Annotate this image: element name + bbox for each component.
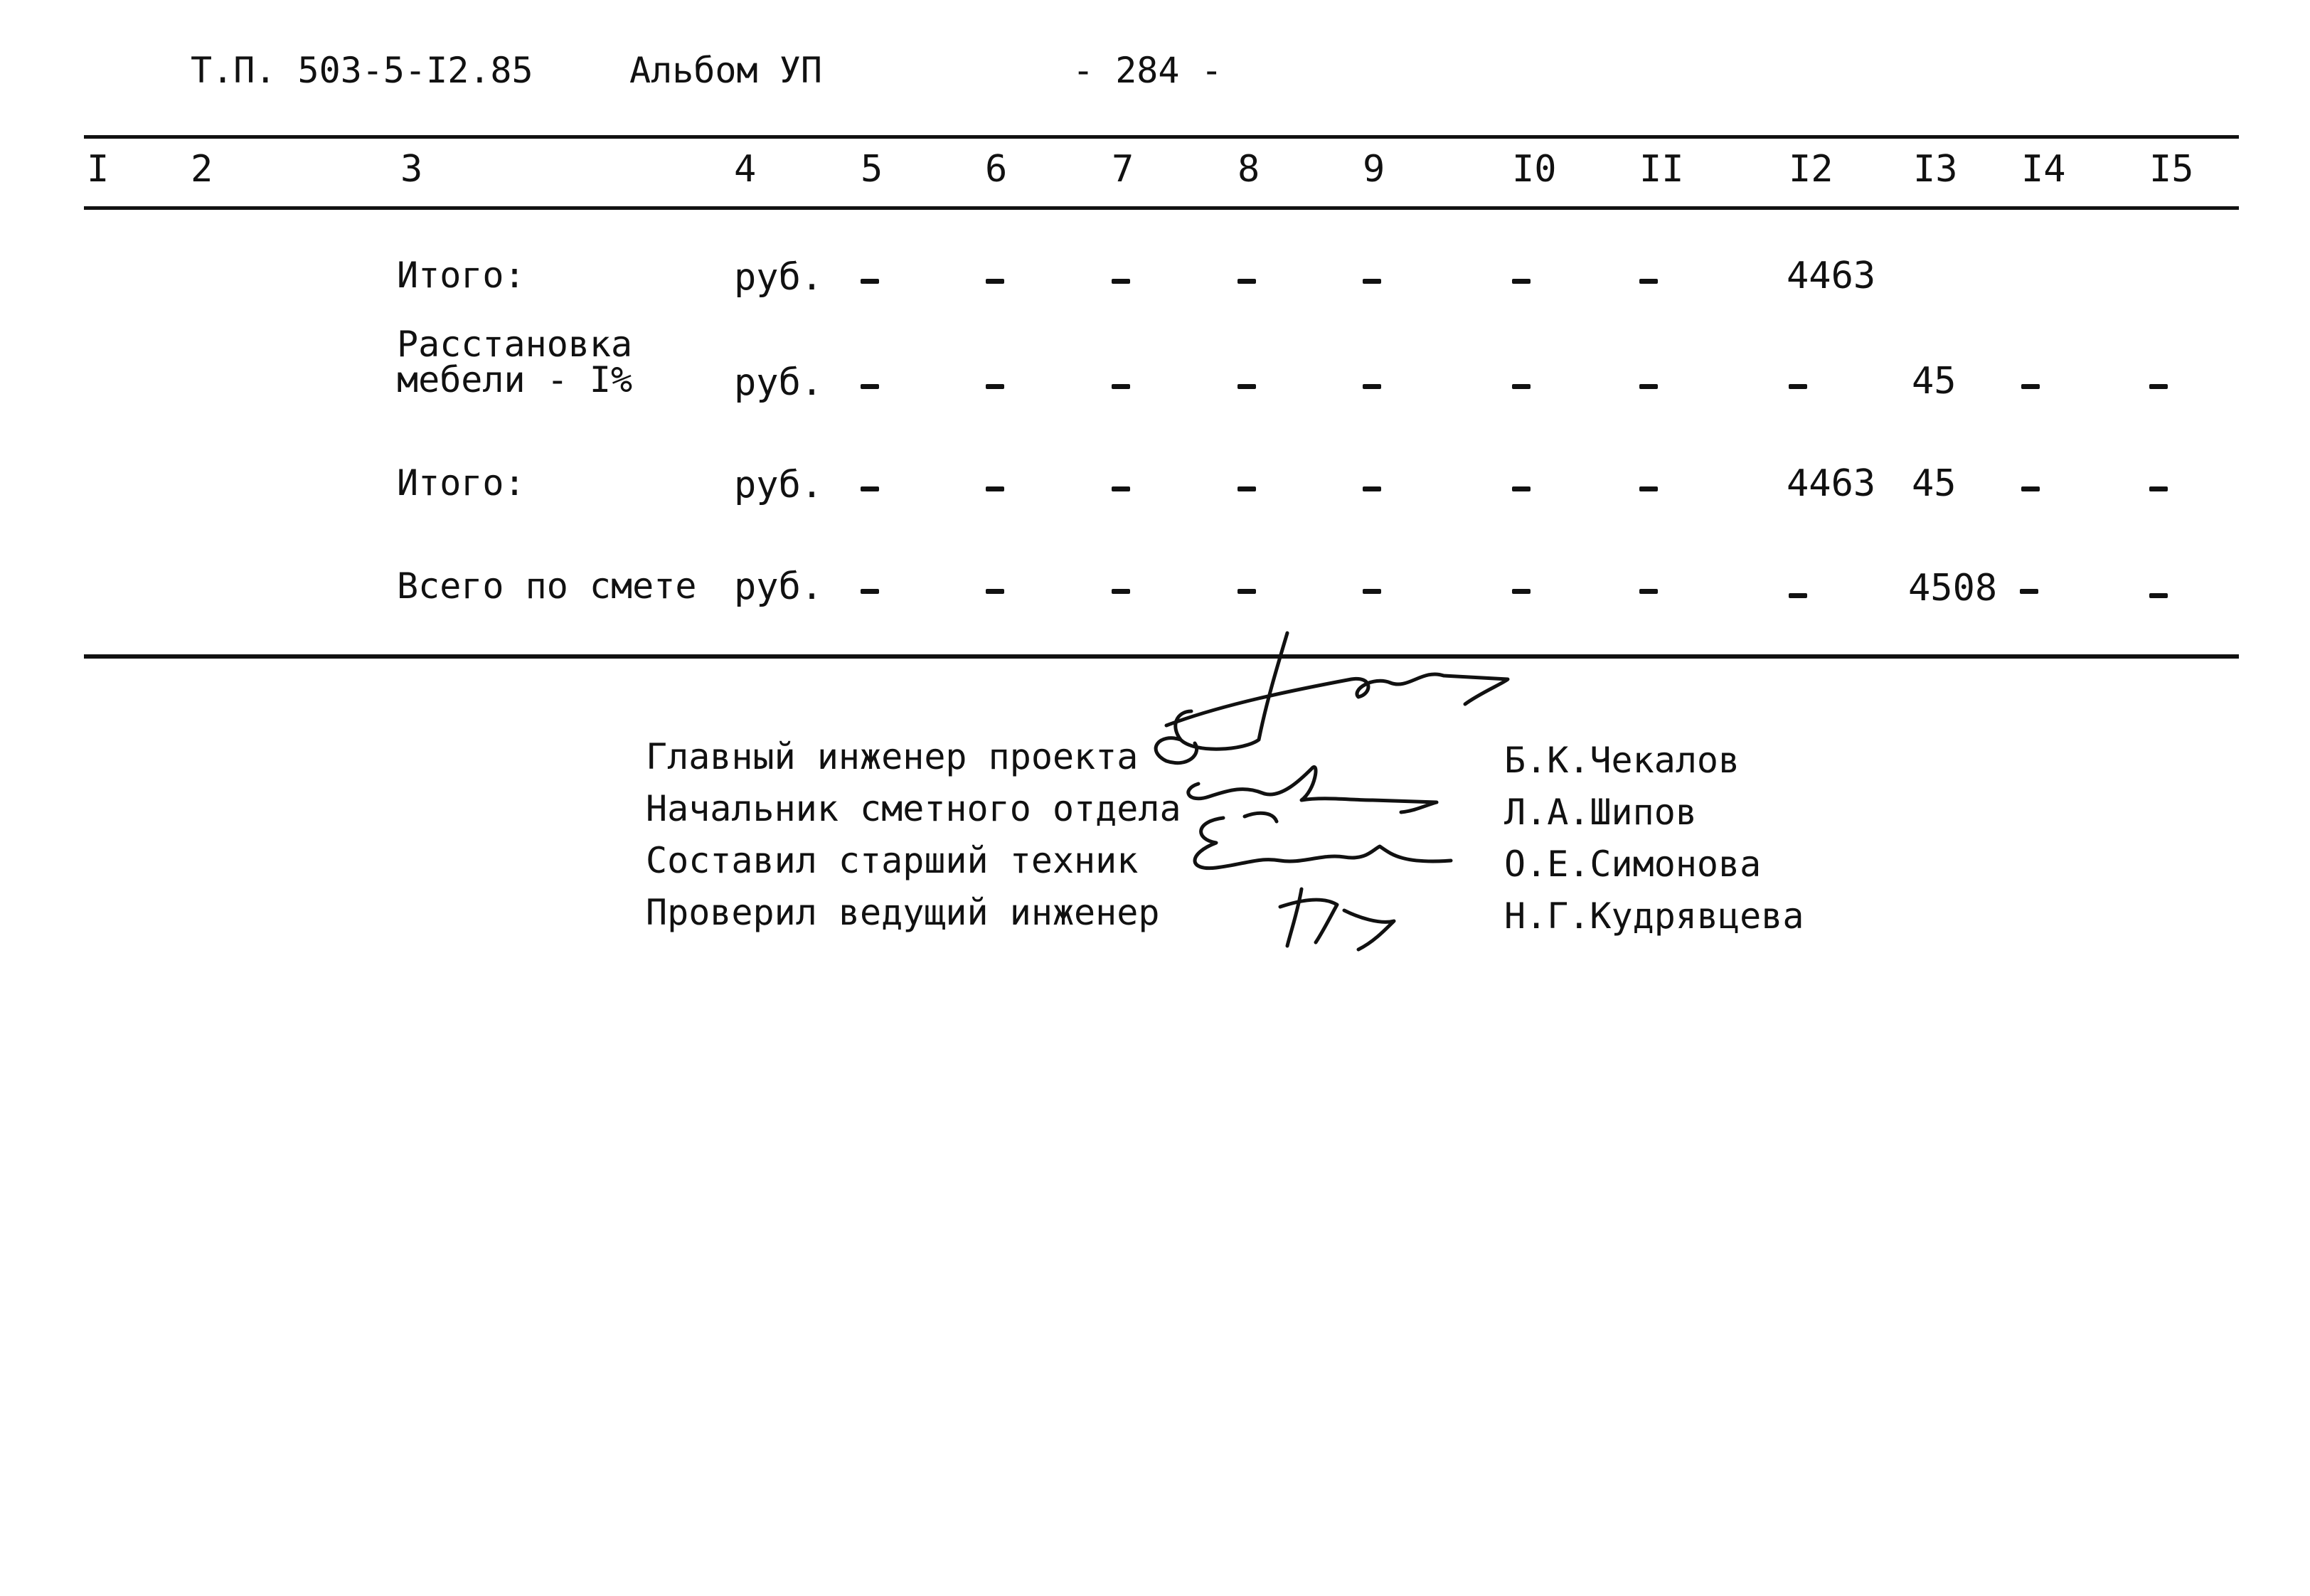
cell-dash (1789, 593, 1807, 598)
row-unit: руб. (734, 256, 824, 299)
cell-dash (2149, 593, 2168, 598)
cell-dash (2021, 486, 2040, 491)
signatory-name-4: Н.Г.Кудрявцева (1504, 895, 1804, 937)
signature-1-loop (1156, 738, 1196, 763)
cell-dash (1363, 279, 1381, 284)
cell-dash (1512, 279, 1531, 284)
cell-dash (2149, 486, 2168, 491)
column-header-12: I2 (1789, 148, 1833, 191)
column-header-13: I3 (1913, 148, 1958, 191)
signature-1 (1176, 633, 1287, 749)
cell-value-col13: 45 (1912, 462, 1957, 505)
signatory-position-2: Начальник сметного отдела (646, 788, 1181, 829)
cell-dash (2149, 384, 2168, 389)
signatory-name-2: Л.А.Шипов (1504, 792, 1697, 833)
cell-dash (986, 589, 1004, 594)
cell-dash (861, 486, 879, 491)
column-header-8: 8 (1238, 148, 1260, 191)
signature-4 (1280, 889, 1394, 949)
signature-3-top (1245, 813, 1277, 821)
row-unit: руб. (734, 361, 824, 404)
row-label-line-1: Расстановка (397, 324, 633, 365)
table-top-rule (84, 135, 2239, 139)
cell-dash (1363, 486, 1381, 491)
cell-dash (2021, 384, 2040, 389)
column-header-2: 2 (191, 148, 213, 191)
cell-dash (1238, 279, 1256, 284)
row-label: Итого: (397, 462, 526, 504)
signature-3 (1195, 818, 1451, 868)
row-unit: руб. (734, 464, 824, 506)
column-header-7: 7 (1112, 148, 1134, 191)
column-header-10: I0 (1512, 148, 1557, 191)
cell-dash (1639, 486, 1658, 491)
cell-dash (861, 589, 879, 594)
cell-dash (1639, 589, 1658, 594)
cell-dash (1238, 589, 1256, 594)
column-header-14: I4 (2021, 148, 2066, 191)
column-header-5: 5 (861, 148, 883, 191)
column-header-15: I5 (2149, 148, 2194, 191)
album-label: Альбом УП (629, 50, 822, 91)
column-header-6: 6 (985, 148, 1008, 191)
cell-dash (986, 384, 1004, 389)
cell-dash (1363, 589, 1381, 594)
cell-dash (1363, 384, 1381, 389)
page-number: - 284 - (1072, 50, 1223, 91)
cell-dash (986, 279, 1004, 284)
cell-dash (1512, 384, 1531, 389)
cell-dash (1112, 279, 1130, 284)
cell-value-col13: 45 (1912, 360, 1957, 403)
column-header-3: 3 (400, 148, 423, 191)
cell-dash (1512, 486, 1531, 491)
header-bottom-rule (84, 206, 2239, 210)
signatory-position-3: Составил старший техник (646, 840, 1139, 881)
signatory-position-4: Проверил ведущий инженер (646, 892, 1160, 933)
cell-dash (1789, 384, 1807, 389)
cell-dash (1112, 486, 1130, 491)
cell-dash (1112, 589, 1130, 594)
signatory-name-1: Б.К.Чекалов (1504, 740, 1740, 781)
signature-1-flourish (1166, 674, 1508, 725)
cell-dash (2020, 589, 2038, 594)
cell-dash (1112, 384, 1130, 389)
signatory-name-3: О.Е.Симонова (1504, 844, 1762, 885)
cell-dash (861, 384, 879, 389)
cell-dash (1639, 279, 1658, 284)
row-label: Итого: (397, 255, 526, 296)
signature-2 (1188, 767, 1437, 812)
cell-value-col13: 4508 (1908, 567, 1998, 610)
column-header-11: II (1639, 148, 1684, 191)
column-header-1: I (87, 148, 110, 191)
cell-value-col12: 4463 (1787, 255, 1876, 297)
doc-code: Т.П. 503-5-I2.85 (191, 50, 533, 91)
cell-dash (1512, 589, 1531, 594)
cell-dash (986, 486, 1004, 491)
handwritten-signatures (1138, 626, 1536, 960)
cell-dash (1238, 384, 1256, 389)
column-header-4: 4 (734, 148, 757, 191)
cell-value-col12: 4463 (1787, 462, 1876, 505)
row-unit: руб. (734, 565, 824, 608)
column-header-9: 9 (1363, 148, 1385, 191)
row-label: Всего по смете (397, 565, 697, 607)
signatory-position-1: Главный инженер проекта (646, 736, 1139, 777)
cell-dash (1639, 384, 1658, 389)
row-label-line-2: мебели - I% (397, 359, 633, 400)
cell-dash (861, 279, 879, 284)
cell-dash (1238, 486, 1256, 491)
